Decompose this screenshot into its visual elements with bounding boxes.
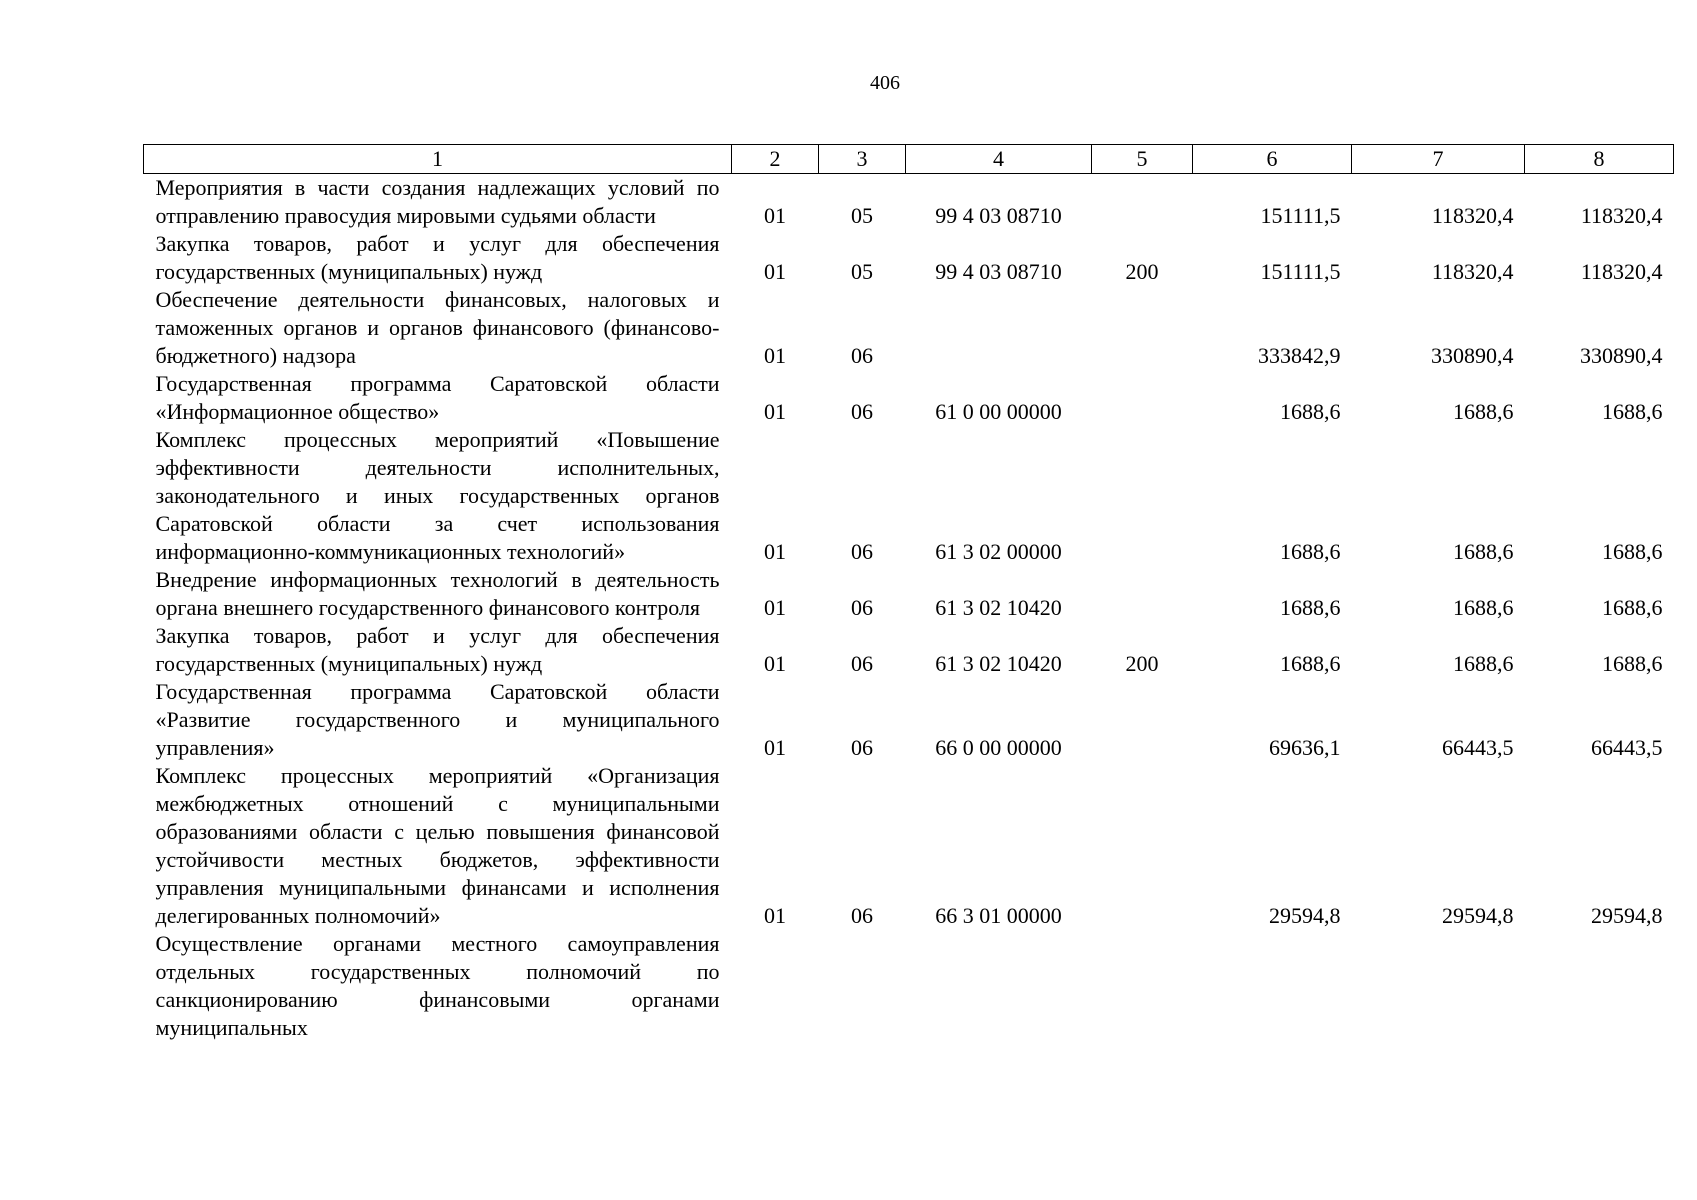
row-subsection: 06	[851, 399, 873, 424]
row-expense-type	[1092, 566, 1193, 622]
row-name: Государственная программа Саратовской области «Информационное общество»	[155, 371, 720, 424]
row-amount-col6: 1688,6	[1280, 539, 1341, 564]
column-header-3: 3	[819, 145, 906, 174]
row-name: Государственная программа Саратовской области «Развитие государственного и муниципального управления»	[155, 679, 720, 760]
row-name: Обеспечение деятельности финансовых, налоговых и таможенных органов и органов финансового (финансово-бюджетного) надзора	[155, 287, 720, 368]
row-section: 01	[764, 539, 786, 564]
row-section: 01	[764, 735, 786, 760]
row-amount-col6: 29594,8	[1269, 903, 1341, 928]
row-amount-col6: 151111,5	[1260, 259, 1341, 284]
row-name: Закупка товаров, работ и услуг для обеспечения государственных (муниципальных) нужд	[155, 231, 720, 284]
row-name: Осуществление органами местного самоуправления отдельных государственных полномочий по санкционированию финансовыми органами муниципальных	[155, 931, 720, 1040]
row-amount-col7: 1688,6	[1453, 651, 1514, 676]
row-amount-col7: 66443,5	[1442, 735, 1514, 760]
row-expense-type	[1092, 930, 1193, 1042]
column-header-5: 5	[1092, 145, 1193, 174]
row-target-code	[906, 930, 1092, 1042]
table-header-row	[144, 145, 1674, 174]
table-body	[144, 174, 1674, 1043]
row-expense-type	[1092, 762, 1193, 930]
row-expense-type	[1092, 174, 1193, 231]
row-target-code	[906, 286, 1092, 370]
row-amount-col6: 1688,6	[1280, 399, 1341, 424]
row-subsection: 06	[851, 595, 873, 620]
row-section: 01	[764, 259, 786, 284]
table-row	[144, 426, 1674, 566]
row-subsection: 05	[851, 203, 873, 228]
row-target-code: 99 4 03 08710	[935, 259, 1062, 284]
row-section	[732, 930, 819, 1042]
row-name: Внедрение информационных технологий в деятельность органа внешнего государственного финансового контроля	[155, 567, 720, 620]
row-section: 01	[764, 651, 786, 676]
row-amount-col7: 29594,8	[1442, 903, 1514, 928]
table-row	[144, 622, 1674, 678]
page-number: 406	[870, 72, 900, 94]
row-amount-col7: 330890,4	[1431, 343, 1514, 368]
row-amount-col8: 1688,6	[1602, 399, 1663, 424]
row-amount-col6: 151111,5	[1260, 203, 1341, 228]
row-amount-col7: 118320,4	[1431, 203, 1514, 228]
row-expense-type: 200	[1125, 651, 1159, 676]
row-subsection: 05	[851, 259, 873, 284]
row-target-code: 66 3 01 00000	[935, 903, 1062, 928]
row-amount-col8	[1525, 930, 1674, 1042]
row-subsection: 06	[851, 735, 873, 760]
table-row	[144, 370, 1674, 426]
row-target-code: 61 3 02 10420	[935, 595, 1062, 620]
column-header-2: 2	[732, 145, 819, 174]
row-amount-col8: 118320,4	[1580, 203, 1663, 228]
row-subsection: 06	[851, 343, 873, 368]
row-amount-col6: 69636,1	[1269, 735, 1341, 760]
table-row	[144, 930, 1674, 1042]
row-target-code: 61 3 02 10420	[935, 651, 1062, 676]
row-expense-type	[1092, 678, 1193, 762]
row-expense-type	[1092, 286, 1193, 370]
row-expense-type	[1092, 426, 1193, 566]
row-amount-col7	[1352, 930, 1525, 1042]
row-amount-col7: 1688,6	[1453, 399, 1514, 424]
row-section: 01	[764, 343, 786, 368]
row-name: Комплекс процессных мероприятий «Организация межбюджетных отношений с муниципальными образованиями области с целью повышения финансовой устойчивости местных бюджетов, эффективности управления муниципальными финансами и исполнения делегированных полномочий»	[155, 763, 720, 928]
row-name: Комплекс процессных мероприятий «Повышение эффективности деятельности исполнительных, законодательного и иных государственных органов Саратовской области за счет использования информационно-коммуникационных технологий»	[155, 427, 720, 564]
row-amount-col6: 333842,9	[1258, 343, 1341, 368]
column-header-1: 1	[144, 145, 732, 174]
row-amount-col7: 118320,4	[1431, 259, 1514, 284]
row-amount-col8: 1688,6	[1602, 651, 1663, 676]
row-amount-col8: 1688,6	[1602, 595, 1663, 620]
row-section: 01	[764, 595, 786, 620]
row-section: 01	[764, 903, 786, 928]
row-amount-col8: 66443,5	[1591, 735, 1663, 760]
row-amount-col6	[1193, 930, 1352, 1042]
row-subsection: 06	[851, 539, 873, 564]
row-expense-type: 200	[1125, 259, 1159, 284]
row-expense-type	[1092, 370, 1193, 426]
table-header	[144, 145, 1674, 174]
table-row	[144, 286, 1674, 370]
row-target-code: 66 0 00 00000	[935, 735, 1062, 760]
row-amount-col6: 1688,6	[1280, 595, 1341, 620]
column-header-8: 8	[1525, 145, 1674, 174]
table-row	[144, 678, 1674, 762]
row-section: 01	[764, 399, 786, 424]
row-amount-col7: 1688,6	[1453, 539, 1514, 564]
row-name: Закупка товаров, работ и услуг для обеспечения государственных (муниципальных) нужд	[155, 623, 720, 676]
row-amount-col8: 1688,6	[1602, 539, 1663, 564]
row-amount-col8: 330890,4	[1580, 343, 1663, 368]
budget-table	[143, 144, 1674, 1042]
row-amount-col6: 1688,6	[1280, 651, 1341, 676]
row-name: Мероприятия в части создания надлежащих условий по отправлению правосудия мировыми судьями области	[155, 175, 720, 228]
row-target-code: 61 0 00 00000	[935, 399, 1062, 424]
table-row	[144, 230, 1674, 286]
row-amount-col8: 118320,4	[1580, 259, 1663, 284]
table-row	[144, 566, 1674, 622]
row-amount-col8: 29594,8	[1591, 903, 1663, 928]
row-subsection: 06	[851, 903, 873, 928]
table-row	[144, 762, 1674, 930]
column-header-4: 4	[906, 145, 1092, 174]
row-target-code: 99 4 03 08710	[935, 203, 1062, 228]
row-subsection: 06	[851, 651, 873, 676]
table-row	[144, 174, 1674, 231]
row-subsection	[819, 930, 906, 1042]
row-section: 01	[764, 203, 786, 228]
column-header-6: 6	[1193, 145, 1352, 174]
column-header-7: 7	[1352, 145, 1525, 174]
row-amount-col7: 1688,6	[1453, 595, 1514, 620]
row-target-code: 61 3 02 00000	[935, 539, 1062, 564]
